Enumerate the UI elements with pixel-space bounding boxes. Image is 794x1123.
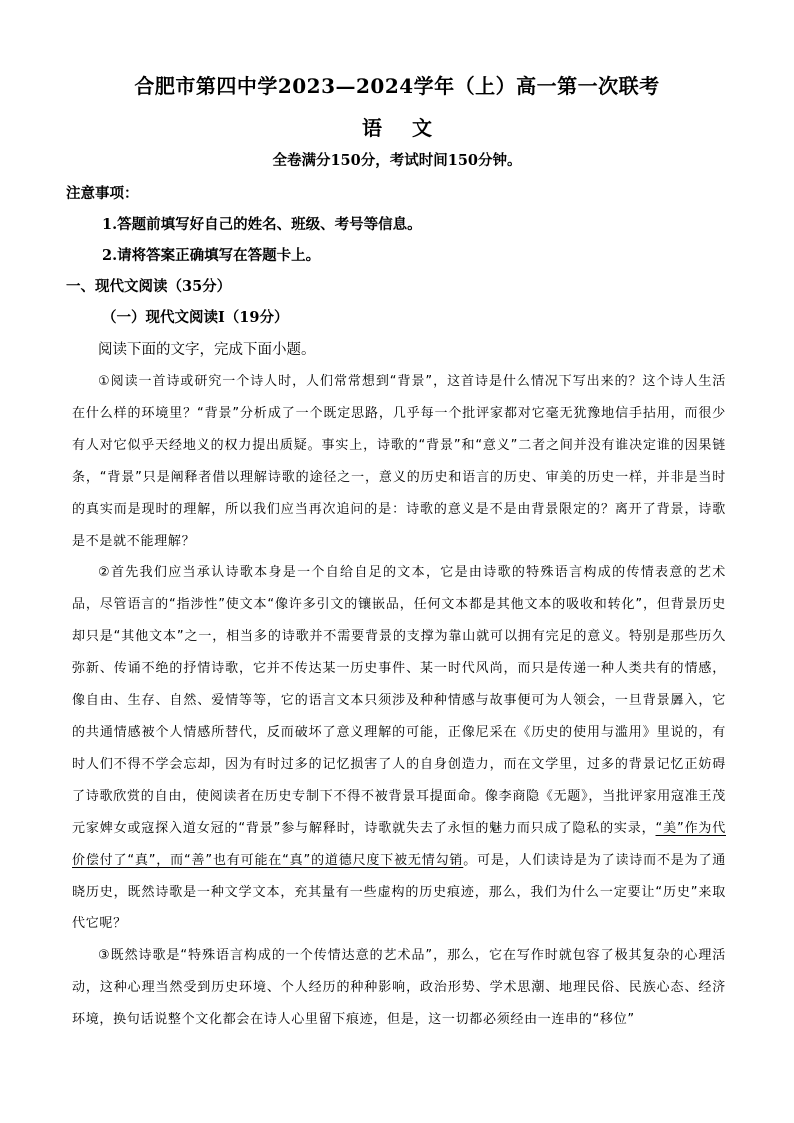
reading-passage xyxy=(72,366,726,1036)
paragraph-2-text-a: ②首先我们应当承认诗歌本身是一个自给自足的文本，它是由诗歌的特殊语言构成的传情表意的艺术品，尽管语言的“指涉性”使文本“像许多引文的镶嵌品，任何文本都是其他文本的吸收和转化”，但背景历史却只是“其他文本”之一，相当多的诗歌并不需要背景的支撑为靠山就可以拥有完足的意义。特别是那些历久弥新、传诵不绝的抒情诗歌，它并不传达某一历史事件、某一时代风尚，而只是传递一种人类共有的情感，像自由、生存、自然、爱情等等，它的语言文本只须涉及种种情感与故事便可为人领会，一旦背景羼入，它的共通情感被个人情感所替代，反而破坏了意义理解的可能，正像尼采在《历史的使用与滥用》里说的，有时人们不得不学会忘却，因为有时过多的记忆损害了人的自身创造力，而在文学里，过多的背景记忆正妨碍了诗歌欣赏的自由，使阅读者在历史专制下不得不被背景耳提面命。像李商隐《无题》，当批评家用寇准王茂元家婢女或寇探入道女冠的“背景”参与解释时，诗歌就失去了永恒的魅力而只成了隐私的实录， xyxy=(72,565,726,836)
passage-paragraph-3: ③既然诗歌是“特殊语言构成的一个传情达意的艺术品”，那么，它在写作时就包容了极其复杂的心理活动，这种心理当然受到历史环境、个人经历的种种影响，政治形势、学术思潮、地理民俗、民族心态、经济环境，换句话说整个文化都会在诗人心里留下痕迹，但是，这一切都必须经由一连串的“移位” xyxy=(72,948,726,1028)
reading-instruction: 阅读下面的文字，完成下面小题。 xyxy=(98,342,316,358)
paragraph-2-text-b: 。可是，人们读诗是为了读诗而不是为了通晓历史，既然诗歌是一种文学文本，充其量有一些虚构的历史痕迹，那么，我们为什么一定要让“历史”来取代它呢？ xyxy=(72,852,726,932)
note-item-1: 1.答题前填写好自己的姓名、班级、考号等信息。 xyxy=(102,216,422,233)
passage-paragraph-2 xyxy=(72,557,726,940)
note-item-2: 2.请将答案正确填写在答题卡上。 xyxy=(102,247,321,264)
subject-title: 语文 xyxy=(362,116,462,140)
section-heading: 一、现代文阅读（35分） xyxy=(66,278,232,295)
passage-paragraph-1: ①阅读一首诗或研究一个诗人时，人们常常想到“背景”，这首诗是什么情况下写出来的？这个诗人生活在什么样的环境里？“背景”分析成了一个既定思路，几乎每一个批评家都对它毫无犹豫地信手拈用，而很少有人对它似乎天经地义的权力提出质疑。事实上，诗歌的“背景”和“意义”二者之间并没有谁决定谁的因果链条，“背景”只是阐释者借以理解诗歌的途径之一，意义的历史和语言的历史、审美的历史一样，并非是当时的真实而是现时的理解，所以我们应当再次追问的是：诗歌的意义是不是由背景限定的？离开了背景，诗歌是不是就不能理解？ xyxy=(72,374,726,549)
notes-heading: 注意事项： xyxy=(66,185,139,202)
underlined-sentence: “美”作为代价偿付了“真”，而“善”也有可能在“真”的道德尺度下被无情勾销 xyxy=(72,820,726,868)
subsection-heading: （一）现代文阅读Ⅰ（19分） xyxy=(102,309,289,326)
full-score-note: 全卷满分150分，考试时间150分钟。 xyxy=(272,152,522,169)
exam-title: 合肥市第四中学2023—2024学年（上）高一第一次联考 xyxy=(134,74,660,98)
